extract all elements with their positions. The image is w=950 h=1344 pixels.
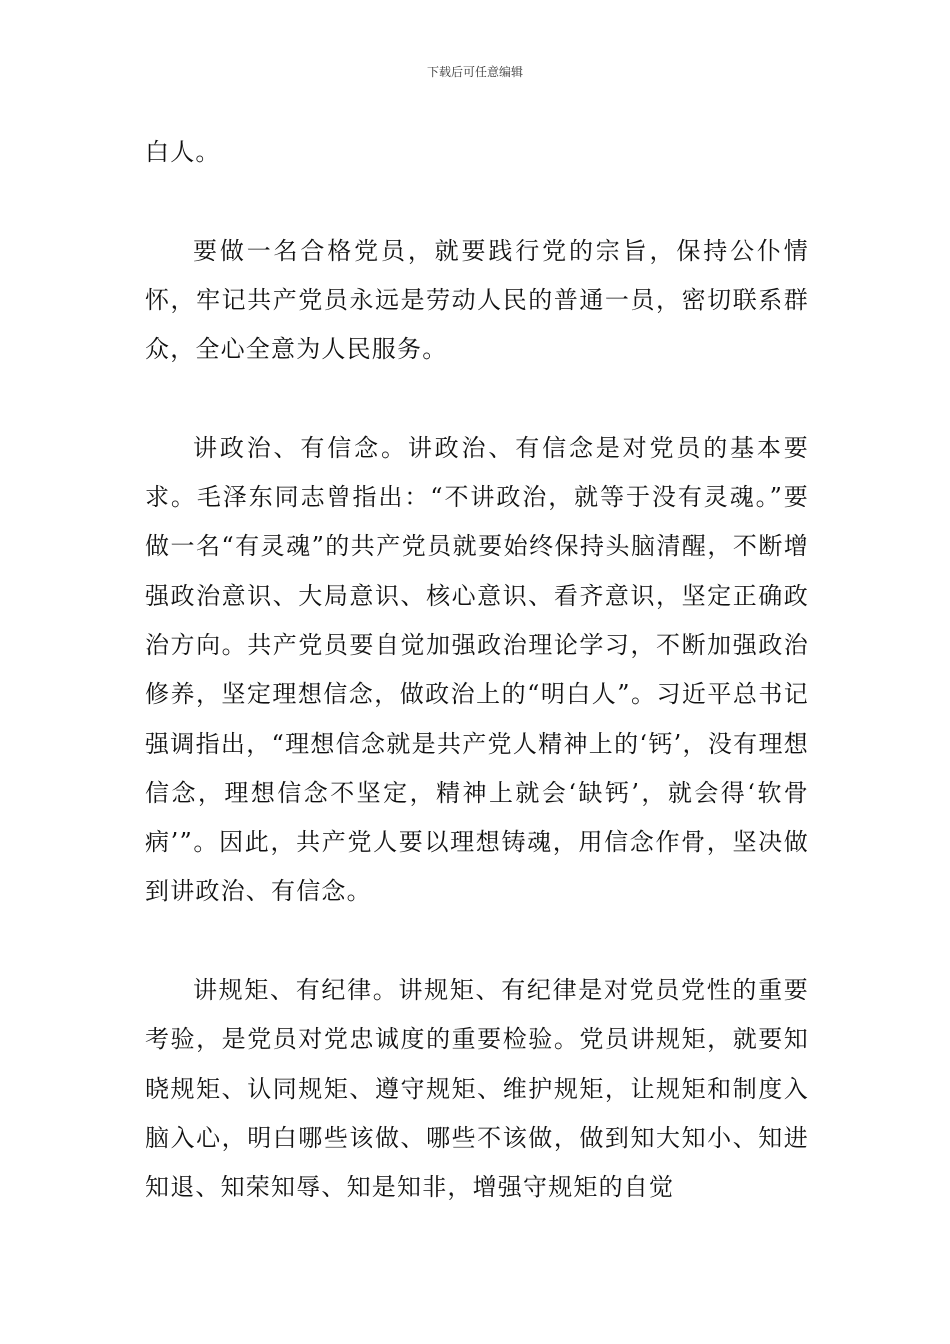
page-header: 下载后可任意编辑 bbox=[426, 65, 523, 79]
paragraph-continuation: 白人。 bbox=[145, 138, 221, 166]
paragraph-rules-discipline: 讲规矩、有纪律。讲规矩、有纪律是对党员党性的重要考验，是党员对党忠诚度的重要检验。党员讲规矩，就要知晓规矩、认同规矩、遵守规矩、维护规矩，让规矩和制度入脑入心，明白哪些该做、哪些不该做，做到知大知小、知进知退、知荣知辱、知是知非，增强守规矩的自觉 bbox=[145, 976, 809, 1202]
paragraph-politics-belief: 讲政治、有信念。讲政治、有信念是对党员的基本要求。毛泽东同志曾指出：“不讲政治，就等于没有灵魂。”要做一名“有灵魂”的共产党员就要始终保持头脑清醒，不断增强政治意识、大局意识、核心意识、看齐意识，坚定正确政治方向。共产党员要自觉加强政治理论学习，不断加强政治修养，坚定理想信念，做政治上的“明白人”。习近平总书记强调指出，“理想信念就是共产党人精神上的‘钙’，没有理想信念，理想信念不坚定，精神上就会‘缺钙’，就会得‘软骨病’”。因此，共产党人要以理想铸魂，用信念作骨，坚决做到讲政治、有信念。 bbox=[145, 433, 809, 906]
paragraph-gap bbox=[145, 374, 809, 423]
document-body bbox=[145, 128, 809, 1213]
paragraph-gap bbox=[145, 917, 809, 966]
paragraph-gap bbox=[145, 177, 809, 226]
paragraph-party-member-purpose: 要做一名合格党员，就要践行党的宗旨，保持公仆情怀，牢记共产党员永远是劳动人民的普通一员，密切联系群众，全心全意为人民服务。 bbox=[145, 236, 809, 364]
